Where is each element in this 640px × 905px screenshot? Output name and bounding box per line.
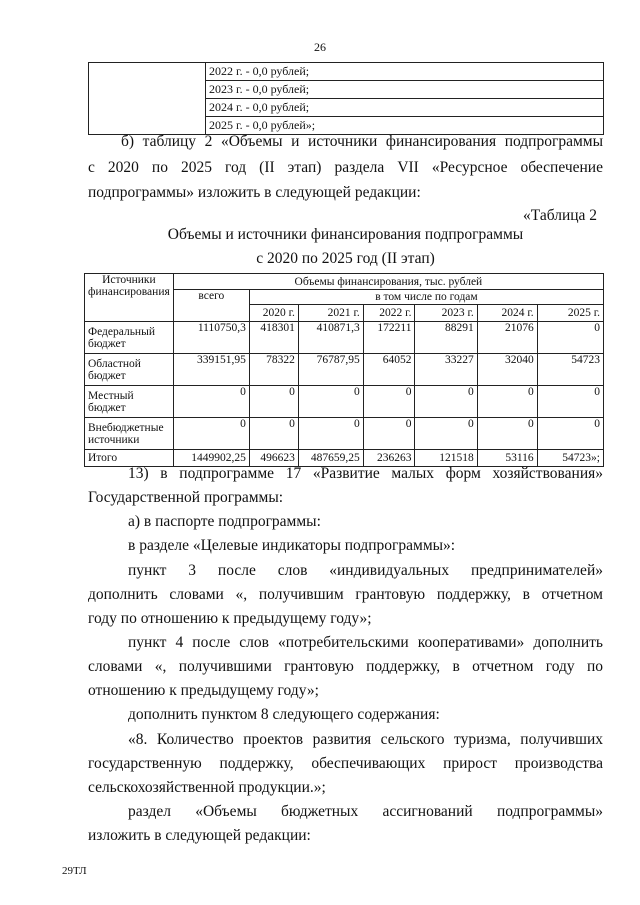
cell-total: 0 xyxy=(173,418,249,450)
continuation-table xyxy=(88,62,604,135)
cell-value: 54723 xyxy=(537,354,603,386)
cell-value: 496623 xyxy=(249,450,298,467)
cell-total: 0 xyxy=(173,386,249,418)
cell-value: 88291 xyxy=(415,322,477,354)
header-year: 2024 г. xyxy=(477,305,537,322)
header-year: 2025 г. xyxy=(537,305,603,322)
table-row xyxy=(85,354,604,386)
para-p3-line1: пункт 3 после слов «индивидуальных предпринимателей» xyxy=(128,562,603,579)
empty-cell xyxy=(89,63,206,135)
table-row xyxy=(85,322,604,354)
cell-value: 0 xyxy=(537,322,603,354)
cell-value: 0 xyxy=(249,386,298,418)
para-p8-intro: дополнить пунктом 8 следующего содержания: xyxy=(128,706,440,723)
para-p8-line2: государственную поддержку, обеспечивающих прирост производства xyxy=(88,755,603,772)
para-section: в разделе «Целевые индикаторы подпрограммы»: xyxy=(128,537,456,554)
table-label: «Таблица 2 xyxy=(523,207,598,224)
row-name: Областной бюджет xyxy=(85,354,174,386)
cell-value: 33227 xyxy=(415,354,477,386)
cell-value: 0 xyxy=(298,418,363,450)
header-year: 2020 г. xyxy=(249,305,298,322)
para-p4-line3: отношению к предыдущему году»; xyxy=(88,682,319,699)
row-name: Федеральный бюджет xyxy=(85,322,174,354)
para-section2-line2: изложить в следующей редакции: xyxy=(88,827,311,844)
table-row xyxy=(85,386,604,418)
cell-total: 1449902,25 xyxy=(173,450,249,467)
cell-value: 53116 xyxy=(477,450,537,467)
para-b-line1: б) таблицу 2 «Объемы и источники финансирования подпрограммы xyxy=(121,133,603,150)
cell-value: 0 xyxy=(298,386,363,418)
header-sources: Источники финансирования xyxy=(85,274,174,322)
table1-line: 2023 г. - 0,0 рублей; xyxy=(206,81,604,99)
header-year: 2021 г. xyxy=(298,305,363,322)
row-name: Итого xyxy=(85,450,174,467)
cell-value: 236263 xyxy=(363,450,415,467)
para-p4-line2: словами «, получившими грантовую поддержку, в отчетном году по xyxy=(88,658,603,675)
row-name: Внебюджетные источники xyxy=(85,418,174,450)
para-section2-line1: раздел «Объемы бюджетных ассигнований подпрограммы» xyxy=(128,803,603,820)
cell-value: 0 xyxy=(363,418,415,450)
table-title-2: с 2020 по 2025 год (II этап) xyxy=(256,250,435,267)
header-volumes: Объемы финансирования, тыс. рублей xyxy=(173,274,603,290)
cell-value: 0 xyxy=(537,418,603,450)
header-year: 2023 г. xyxy=(415,305,477,322)
financing-table xyxy=(84,273,604,467)
cell-value: 172211 xyxy=(363,322,415,354)
cell-value: 54723»; xyxy=(537,450,603,467)
page-number: 26 xyxy=(314,40,326,54)
header-total: всего xyxy=(173,290,249,322)
cell-value: 64052 xyxy=(363,354,415,386)
cell-value: 78322 xyxy=(249,354,298,386)
cell-value: 0 xyxy=(537,386,603,418)
cell-total: 1110750,3 xyxy=(173,322,249,354)
para-p8-line1: «8. Количество проектов развития сельского туризма, получивших xyxy=(128,731,603,748)
cell-value: 76787,95 xyxy=(298,354,363,386)
para-13-line1: 13) в подпрограмме 17 «Развитие малых форм хозяйствования» xyxy=(128,465,603,482)
cell-value: 410871,3 xyxy=(298,322,363,354)
cell-value: 121518 xyxy=(415,450,477,467)
cell-value: 32040 xyxy=(477,354,537,386)
cell-value: 0 xyxy=(363,386,415,418)
cell-value: 21076 xyxy=(477,322,537,354)
cell-value: 0 xyxy=(477,418,537,450)
para-p8-line3: сельскохозяйственной продукции.»; xyxy=(88,779,326,796)
cell-value: 487659,25 xyxy=(298,450,363,467)
table1-line: 2022 г. - 0,0 рублей; xyxy=(206,63,604,81)
cell-value: 0 xyxy=(415,418,477,450)
cell-value: 0 xyxy=(249,418,298,450)
cell-value: 0 xyxy=(415,386,477,418)
para-13-line2: Государственной программы: xyxy=(88,489,284,506)
table-title-1: Объемы и источники финансирования подпрограммы xyxy=(167,226,524,243)
header-year: 2022 г. xyxy=(363,305,415,322)
cell-value: 418301 xyxy=(249,322,298,354)
para-p4-line1: пункт 4 после слов «потребительскими кооперативами» дополнить xyxy=(128,634,603,651)
table1-line: 2025 г. - 0,0 рублей»; xyxy=(206,117,604,135)
row-name: Местный бюджет xyxy=(85,386,174,418)
cell-value: 0 xyxy=(477,386,537,418)
para-p3-line3: году по отношению к предыдущему году»; xyxy=(88,610,372,627)
table-row xyxy=(85,418,604,450)
para-a: а) в паспорте подпрограммы: xyxy=(128,513,321,530)
cell-total: 339151,95 xyxy=(173,354,249,386)
table-row-total xyxy=(85,450,604,467)
header-including: в том числе по годам xyxy=(249,290,603,305)
para-b-line3: подпрограммы» изложить в следующей редакции: xyxy=(88,184,421,201)
table1-line: 2024 г. - 0,0 рублей; xyxy=(206,99,604,117)
para-p3-line2: дополнить словами «, получившим грантовую поддержку, в отчетном xyxy=(88,586,603,603)
para-b-line2: с 2020 по 2025 год (II этап) раздела VII «Ресурсное обеспечение xyxy=(88,159,603,176)
footer-code: 29ТЛ xyxy=(62,865,87,877)
